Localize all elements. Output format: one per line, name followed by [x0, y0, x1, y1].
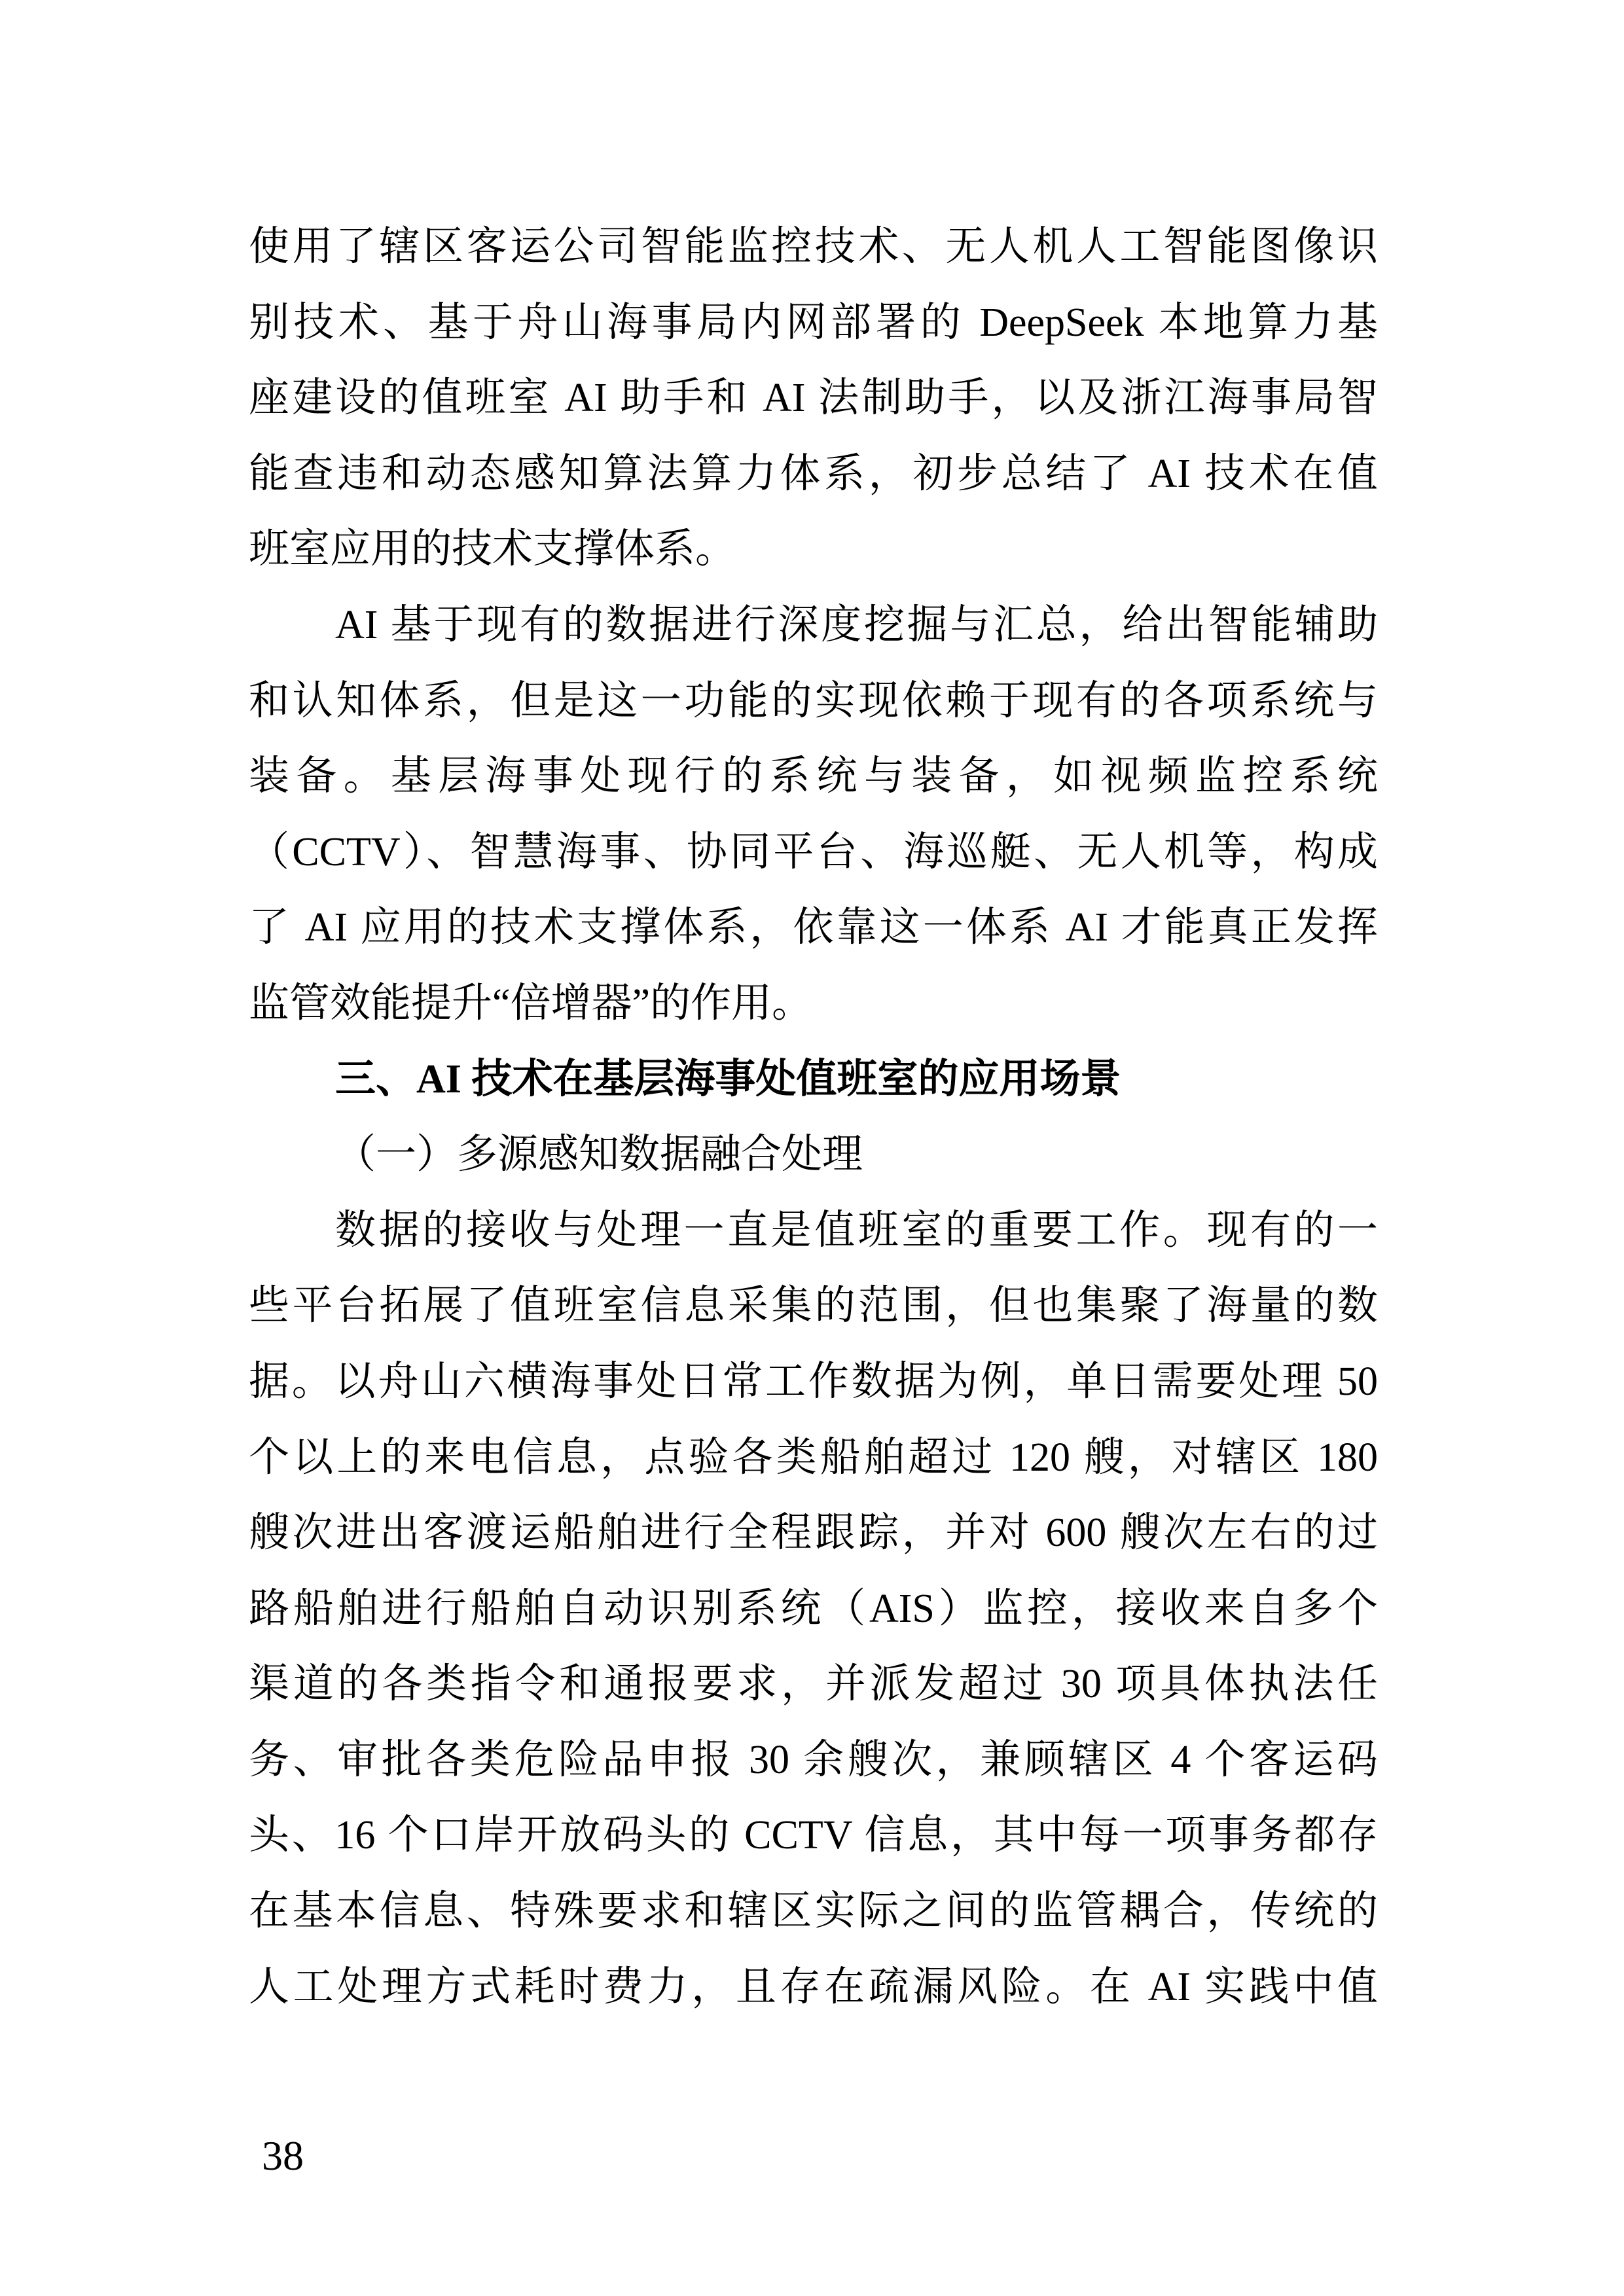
- page-number: 38: [262, 2132, 304, 2179]
- text-line: 个以上的来电信息，点验各类船舶超过 120 艘，对辖区 180: [249, 1435, 1378, 1480]
- text-line: 人工处理方式耗时费力，且存在疏漏风险。在 AI 实践中值: [249, 1964, 1378, 2009]
- subsection-heading: （一）多源感知数据融合处理: [335, 1132, 863, 1177]
- text-line: 路船舶进行船舶自动识别系统（AIS）监控，接收来自多个: [249, 1586, 1378, 1631]
- text-line: 班室应用的技术支撑体系。: [249, 527, 736, 572]
- section-heading: 三、AI 技术在基层海事处值班室的应用场景: [335, 1056, 1121, 1102]
- text-line: 座建设的值班室 AI 助手和 AI 法制助手，以及浙江海事局智: [249, 376, 1378, 421]
- text-line: 数据的接收与处理一直是值班室的重要工作。现有的一: [335, 1208, 1378, 1253]
- text-line: 监管效能提升“倍增器”的作用。: [249, 980, 813, 1026]
- text-line: 使用了辖区客运公司智能监控技术、无人机人工智能图像识: [249, 224, 1378, 269]
- text-line: AI 基于现有的数据进行深度挖掘与汇总，给出智能辅助: [335, 602, 1378, 647]
- text-line: 艘次进出客渡运船舶进行全程跟踪，并对 600 艘次左右的过: [249, 1511, 1378, 1556]
- text-line: （CCTV）、智慧海事、协同平台、海巡艇、无人机等，构成: [249, 829, 1378, 874]
- text-line: 务、审批各类危险品申报 30 余艘次，兼顾辖区 4 个客运码: [249, 1737, 1378, 1782]
- text-line: 据。以舟山六横海事处日常工作数据为例，单日需要处理 50: [249, 1359, 1378, 1404]
- text-line: 些平台拓展了值班室信息采集的范围，但也集聚了海量的数: [249, 1283, 1378, 1329]
- text-line: 装备。基层海事处现行的系统与装备，如视频监控系统: [249, 754, 1378, 799]
- page-body: [249, 209, 1378, 2025]
- text-line: 在基本信息、特殊要求和辖区实际之间的监管耦合，传统的: [249, 1889, 1378, 1934]
- text-line: 了 AI 应用的技术支撑体系，依靠这一体系 AI 才能真正发挥: [249, 905, 1378, 950]
- text-line: 能查违和动态感知算法算力体系，初步总结了 AI 技术在值: [249, 451, 1378, 496]
- text-line: 头、16 个口岸开放码头的 CCTV 信息，其中每一项事务都存: [249, 1813, 1378, 1858]
- text-line: 别技术、基于舟山海事局内网部署的 DeepSeek 本地算力基: [249, 300, 1378, 345]
- text-line: 和认知体系，但是这一功能的实现依赖于现有的各项系统与: [249, 678, 1378, 723]
- text-line: 渠道的各类指令和通报要求，并派发超过 30 项具体执法任: [249, 1662, 1378, 1707]
